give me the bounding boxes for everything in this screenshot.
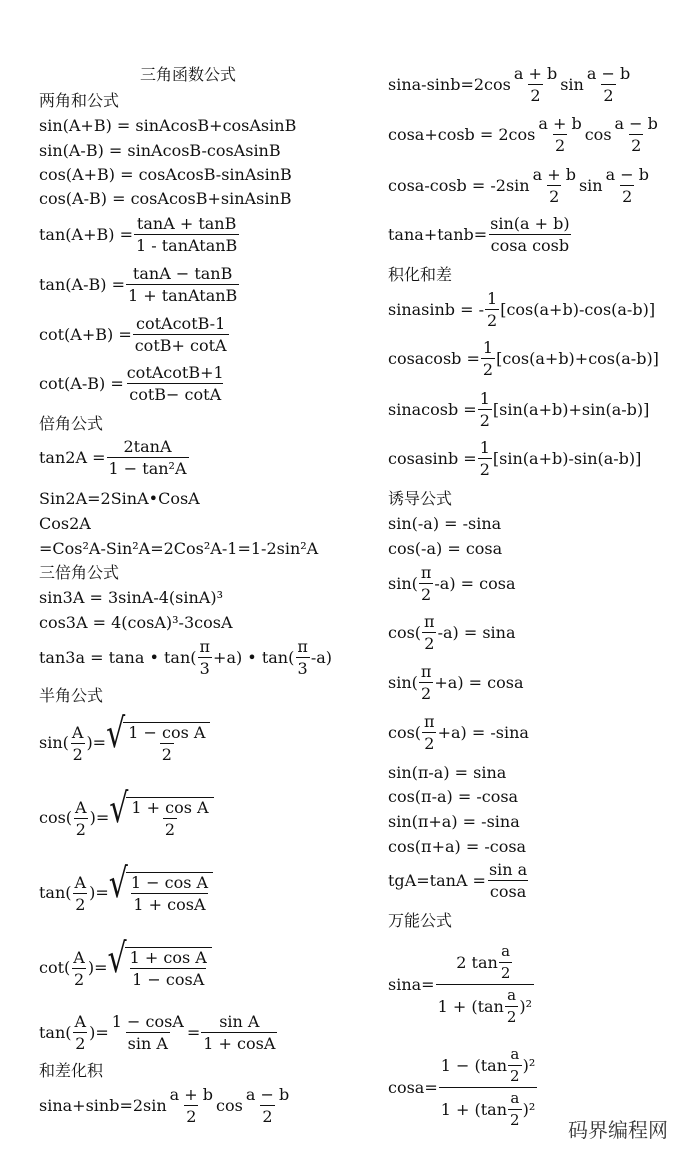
formula-frac: tan( A 2 )= $\frac{1 - \cos A}{\text{sin A}}$ = $\frac{\text{sin A}}{1 + \cos A}$ bbox=[39, 1012, 276, 1053]
formula-frac: tan(A-B) = $\frac{\tan A - \tan B}{\text{1 + tanAtanB}}$ bbox=[39, 264, 238, 305]
formula-frac: cosasinb = $\frac{1}{2}$ [sin(a+b)-sin(a-b)] bbox=[388, 438, 642, 479]
formula-line: sin(π-a) = sina bbox=[388, 763, 507, 782]
formula-sqrt: cos( A 2 )= √ 1 + cos A 2 bbox=[39, 797, 214, 839]
formula-frac: sin( π 2 -a) = cosa bbox=[388, 563, 516, 604]
heading-sum: 两角和公式 bbox=[39, 91, 120, 110]
formula-line: sin(A+B) = sinAcosB+cosAsinB bbox=[39, 116, 297, 135]
formula-frac: tgA=tanA = $\frac{\text{sin a}}{\cos a}$ bbox=[388, 860, 528, 901]
formula-frac: sin( π 2 +a) = cosa bbox=[388, 662, 524, 703]
formula-frac: tan3a = tana • tan( π 3 +a) • tan( π 3 -a) bbox=[39, 637, 333, 678]
formula-frac: tan2A = $\frac{2\tan A}{\text{1 − tan²A}}$ bbox=[39, 437, 187, 478]
formula-frac: sina-sinb=2cos a + b 2 sin a − b 2 bbox=[388, 64, 631, 105]
formula-frac: sina+sinb=2sin a + b 2 cos a − b 2 bbox=[39, 1085, 290, 1126]
formula-frac: sinacosb = $\frac{1}{2}$ [sin(a+b)+sin(a-b)] bbox=[388, 389, 650, 430]
formula-sqrt: sin( A 2 )= √ 1 − cos A 2 bbox=[39, 722, 210, 764]
heading-double: 倍角公式 bbox=[39, 414, 104, 433]
formula-line: =Cos²A-Sin²A=2Cos²A-1=1-2sin²A bbox=[39, 539, 319, 558]
formula-frac: cosa-cosb = -2sin a + b 2 sin a − b 2 bbox=[388, 165, 649, 206]
formula-frac: cosacosb = $\frac{1}{2}$ [cos(a+b)+cos(a-b)] bbox=[388, 338, 659, 379]
formula-frac: cot(A+B) = $\frac{\text{cotAcotB-1}}{\cot B+ \cot A}$ bbox=[39, 314, 227, 355]
formula-frac: sinasinb = - 1 2 [cos(a+b)-cos(a-b)] bbox=[388, 289, 656, 330]
page-title: 三角函数公式 bbox=[140, 65, 237, 84]
watermark: 码界编程网 bbox=[568, 1118, 668, 1142]
formula-line: sin(π+a) = -sina bbox=[388, 812, 520, 831]
heading-induce: 诱导公式 bbox=[388, 489, 453, 508]
formula-line: sin3A = 3sinA-4(sinA)³ bbox=[39, 588, 223, 607]
heading-prodsum: 积化和差 bbox=[388, 265, 453, 284]
formula-line: sin(-a) = -sina bbox=[388, 514, 502, 533]
formula-frac: tan(A+B) = $\frac{\tan A + \tan B}{\text{1 - tanAtanB}}$ bbox=[39, 214, 238, 255]
formula-line: cos(A-B) = cosAcosB+sinAsinB bbox=[39, 189, 292, 208]
formula-line: sin(A-B) = sinAcosB-cosAsinB bbox=[39, 141, 281, 160]
formula-line: cos(π+a) = -cosa bbox=[388, 837, 527, 856]
formula-line: Sin2A=2SinA•CosA bbox=[39, 489, 200, 508]
formula-line: cos3A = 4(cosA)³-3cosA bbox=[39, 613, 233, 632]
heading-triple: 三倍角公式 bbox=[39, 563, 120, 582]
formula-sqrt: cot( A 2 )= √ 1 + cos A 1 − cosA bbox=[39, 947, 212, 989]
formula-line: cos(A+B) = cosAcosB-sinAsinB bbox=[39, 165, 292, 184]
heading-half: 半角公式 bbox=[39, 686, 104, 705]
heading-universal: 万能公式 bbox=[388, 911, 453, 930]
formula-frac: sina= 2 tan a 2 1 + (tan a 2 )² bbox=[388, 942, 533, 1026]
heading-sumprod: 和差化积 bbox=[39, 1061, 104, 1080]
formula-frac: cosa+cosb = 2cos a + b 2 cos a − b 2 bbox=[388, 114, 658, 155]
formula-line: cos(π-a) = -cosa bbox=[388, 787, 519, 806]
formula-sqrt: tan( A 2 )= √ 1 − cos A 1 + cosA bbox=[39, 872, 213, 914]
formula-frac: tana+tanb= $\frac{\sin(a + b)}{\text{cosa cosb}}$ bbox=[388, 214, 570, 255]
formula-frac: cos( π 2 +a) = -sina bbox=[388, 712, 529, 753]
formula-line: cos(-a) = cosa bbox=[388, 539, 503, 558]
formula-frac: cot(A-B) = $\frac{\text{cotAcotB+1}}{\cot B- \cot A}$ bbox=[39, 363, 224, 404]
formula-line: Cos2A bbox=[39, 514, 91, 533]
formula-frac: cosa= 1 − (tan a 2 )² 1 + (tan a 2 )² bbox=[388, 1045, 536, 1129]
formula-frac: cos( π 2 -a) = sina bbox=[388, 612, 516, 653]
